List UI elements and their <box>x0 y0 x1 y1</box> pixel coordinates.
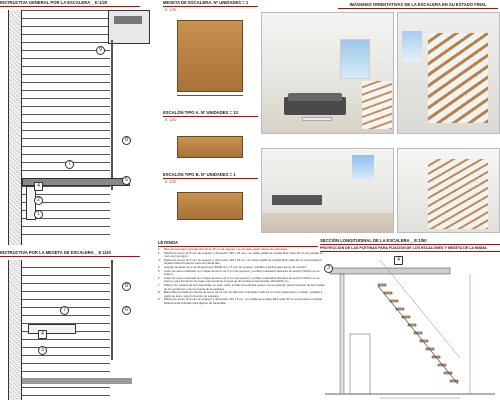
marker-7: 7 <box>65 160 74 169</box>
escalon-a-title: ESCALÓN TIPO A. Nº UNIDADES = 13 <box>163 110 258 117</box>
marker-8: 8 <box>122 136 131 145</box>
legend-item: 1. Muro de hormigón armado m/h 20 de 25 cm de espesor con armado según planos de estructura. <box>158 247 289 251</box>
meseta-plan <box>177 20 243 92</box>
render-window-2 <box>352 155 374 179</box>
marker-8-bottom: 8 <box>122 282 131 291</box>
marker-5: 5 <box>122 176 131 185</box>
top-slab-inner <box>114 16 142 24</box>
marker-9: 9 <box>96 46 105 55</box>
legend-item: 2. Pletina de acero de 5 mm de espesor y dimensión 460 x 25 mm, con doble patilla de anclaje Ø12 cada 30 cm empotrada en muro de hormigón. <box>158 250 323 259</box>
railing-line <box>111 40 113 190</box>
left-bottom-panel <box>0 250 150 400</box>
escalon-b-plan <box>177 192 243 220</box>
marker-6: 6 <box>122 306 131 315</box>
legend-item: 6. Cajón de acero realizado con chapa de acero de 3 mm de espesor y perfiles cuadrados laterales de sección 5x5cm en su interior, para formación de base estructural de meseta de dimensiones terminadas 110x110x5 cm. <box>158 275 320 284</box>
legend-item: 7. Tablero de madera de pino barnizado en color roble, similar a la estética exterior de la vivienda, para formación de los huellas de los escalones y de la meseta de la escalera. <box>158 282 325 291</box>
left-top-title: INSTRUCTIVA GENERAL POR LA ESCALERA__E:1/20 <box>0 0 140 7</box>
legend-item: 5. Cajón de acero realizado con chapa de acero de 3 mm de espesor y perfiles cuadrados laterales de sección 5x5cm en su interior. <box>158 268 320 277</box>
meseta-dim-line <box>177 95 243 96</box>
left-top-panel <box>0 0 150 245</box>
concrete-wall <box>8 10 22 245</box>
landing-plate-bottom <box>28 324 76 334</box>
marker-7-bottom: 7 <box>60 306 69 315</box>
render-window <box>340 39 370 79</box>
render-floor <box>262 213 394 233</box>
meseta-scale: E: 1/30 <box>165 8 177 12</box>
concrete-wall-bottom <box>8 260 22 400</box>
escalon-b-scale: E: 1/30 <box>165 180 177 184</box>
railing-line-bottom <box>111 260 113 360</box>
meseta-title: MESETA DE ESCALERA. Nº UNIDADES = 1 <box>163 0 258 7</box>
left-bottom-title: INSTRUCTIVA POR LA MESETA DE ESCALERA__E:1/20 <box>0 250 140 257</box>
marker-1: 1 <box>34 210 43 219</box>
escalon-a-plan <box>177 136 243 158</box>
marker-3-section: 3 <box>324 264 333 273</box>
render-kitchen <box>261 148 394 233</box>
section-drawing <box>320 254 500 400</box>
marker-4-section: 4 <box>394 256 403 265</box>
marker-3: 3 <box>38 346 47 355</box>
render-stair-steps <box>428 159 488 229</box>
section-title-1: SECCIÓN LONGITUDINAL DE LA ESCALERA__E:1/50 <box>320 238 500 245</box>
images-title: IMÁGENES ORIENTATIVAS DE LA ESCALERA EN SU ESTADO FINAL <box>338 2 498 9</box>
escalon-b-title: ESCALÓN TIPO B. Nº UNIDADES = 1 <box>163 172 258 179</box>
render-living-room <box>261 12 394 134</box>
escalon-a-scale: E: 1/30 <box>165 118 177 122</box>
legend-item: 8. Barandilla formada por barras de acero de 12 mm de diámetro colocadas cada 10 cm entre pasamanos y zócalo, soldada a cajón de acero para formación de escalera. <box>158 290 323 298</box>
render-stairs <box>362 81 392 129</box>
floor-slab-bottom <box>22 378 132 384</box>
render-stair-flight <box>428 33 488 123</box>
escalon-a-section <box>163 110 258 170</box>
render-stair-side <box>397 148 500 233</box>
legend-title: LEYENDA <box>158 240 318 247</box>
legend-list <box>158 248 326 306</box>
marker-4: 4 <box>34 182 43 191</box>
legend-item: 9. Pletina de acero de 5 mm de espesor y dimensión 310 x 5 cm, con patilla de anclaje Ø12 cada 30 cm empotrada en forjado bidireccional indicado para fijación de barandilla. <box>158 297 323 305</box>
render-table <box>302 117 332 121</box>
render-wall-window <box>402 31 422 61</box>
meseta-section <box>163 0 258 105</box>
legend <box>158 240 328 400</box>
marker-2: 2 <box>34 196 43 205</box>
escalon-b-section <box>163 172 258 232</box>
section-title-2: PROYECCIÓN DE LAS PLETINAS PARA FIJACIÓN DE LOS ESCALONES Y MESETA DE LA MISMA <box>320 245 500 252</box>
legend-item: 4. Angular de acero en L de dimensiones 60x60 mm y 5 mm de espesor, soldado a pletina para apoyo de escalón. <box>158 264 308 269</box>
render-counter <box>272 195 322 205</box>
longitudinal-section <box>320 238 500 400</box>
marker-4-bottom: 4 <box>38 330 47 339</box>
legend-item: 3. Pletina de acero de 5 mm de espesor y dimensión 148 x 33 cm, con doble patilla de anclaje Ø12 cada 30 cm empotrada en forjado bidireccional de suelo de planta alta. <box>158 257 322 266</box>
render-sofa-cushions <box>288 93 342 101</box>
render-stair-detail <box>397 12 500 134</box>
